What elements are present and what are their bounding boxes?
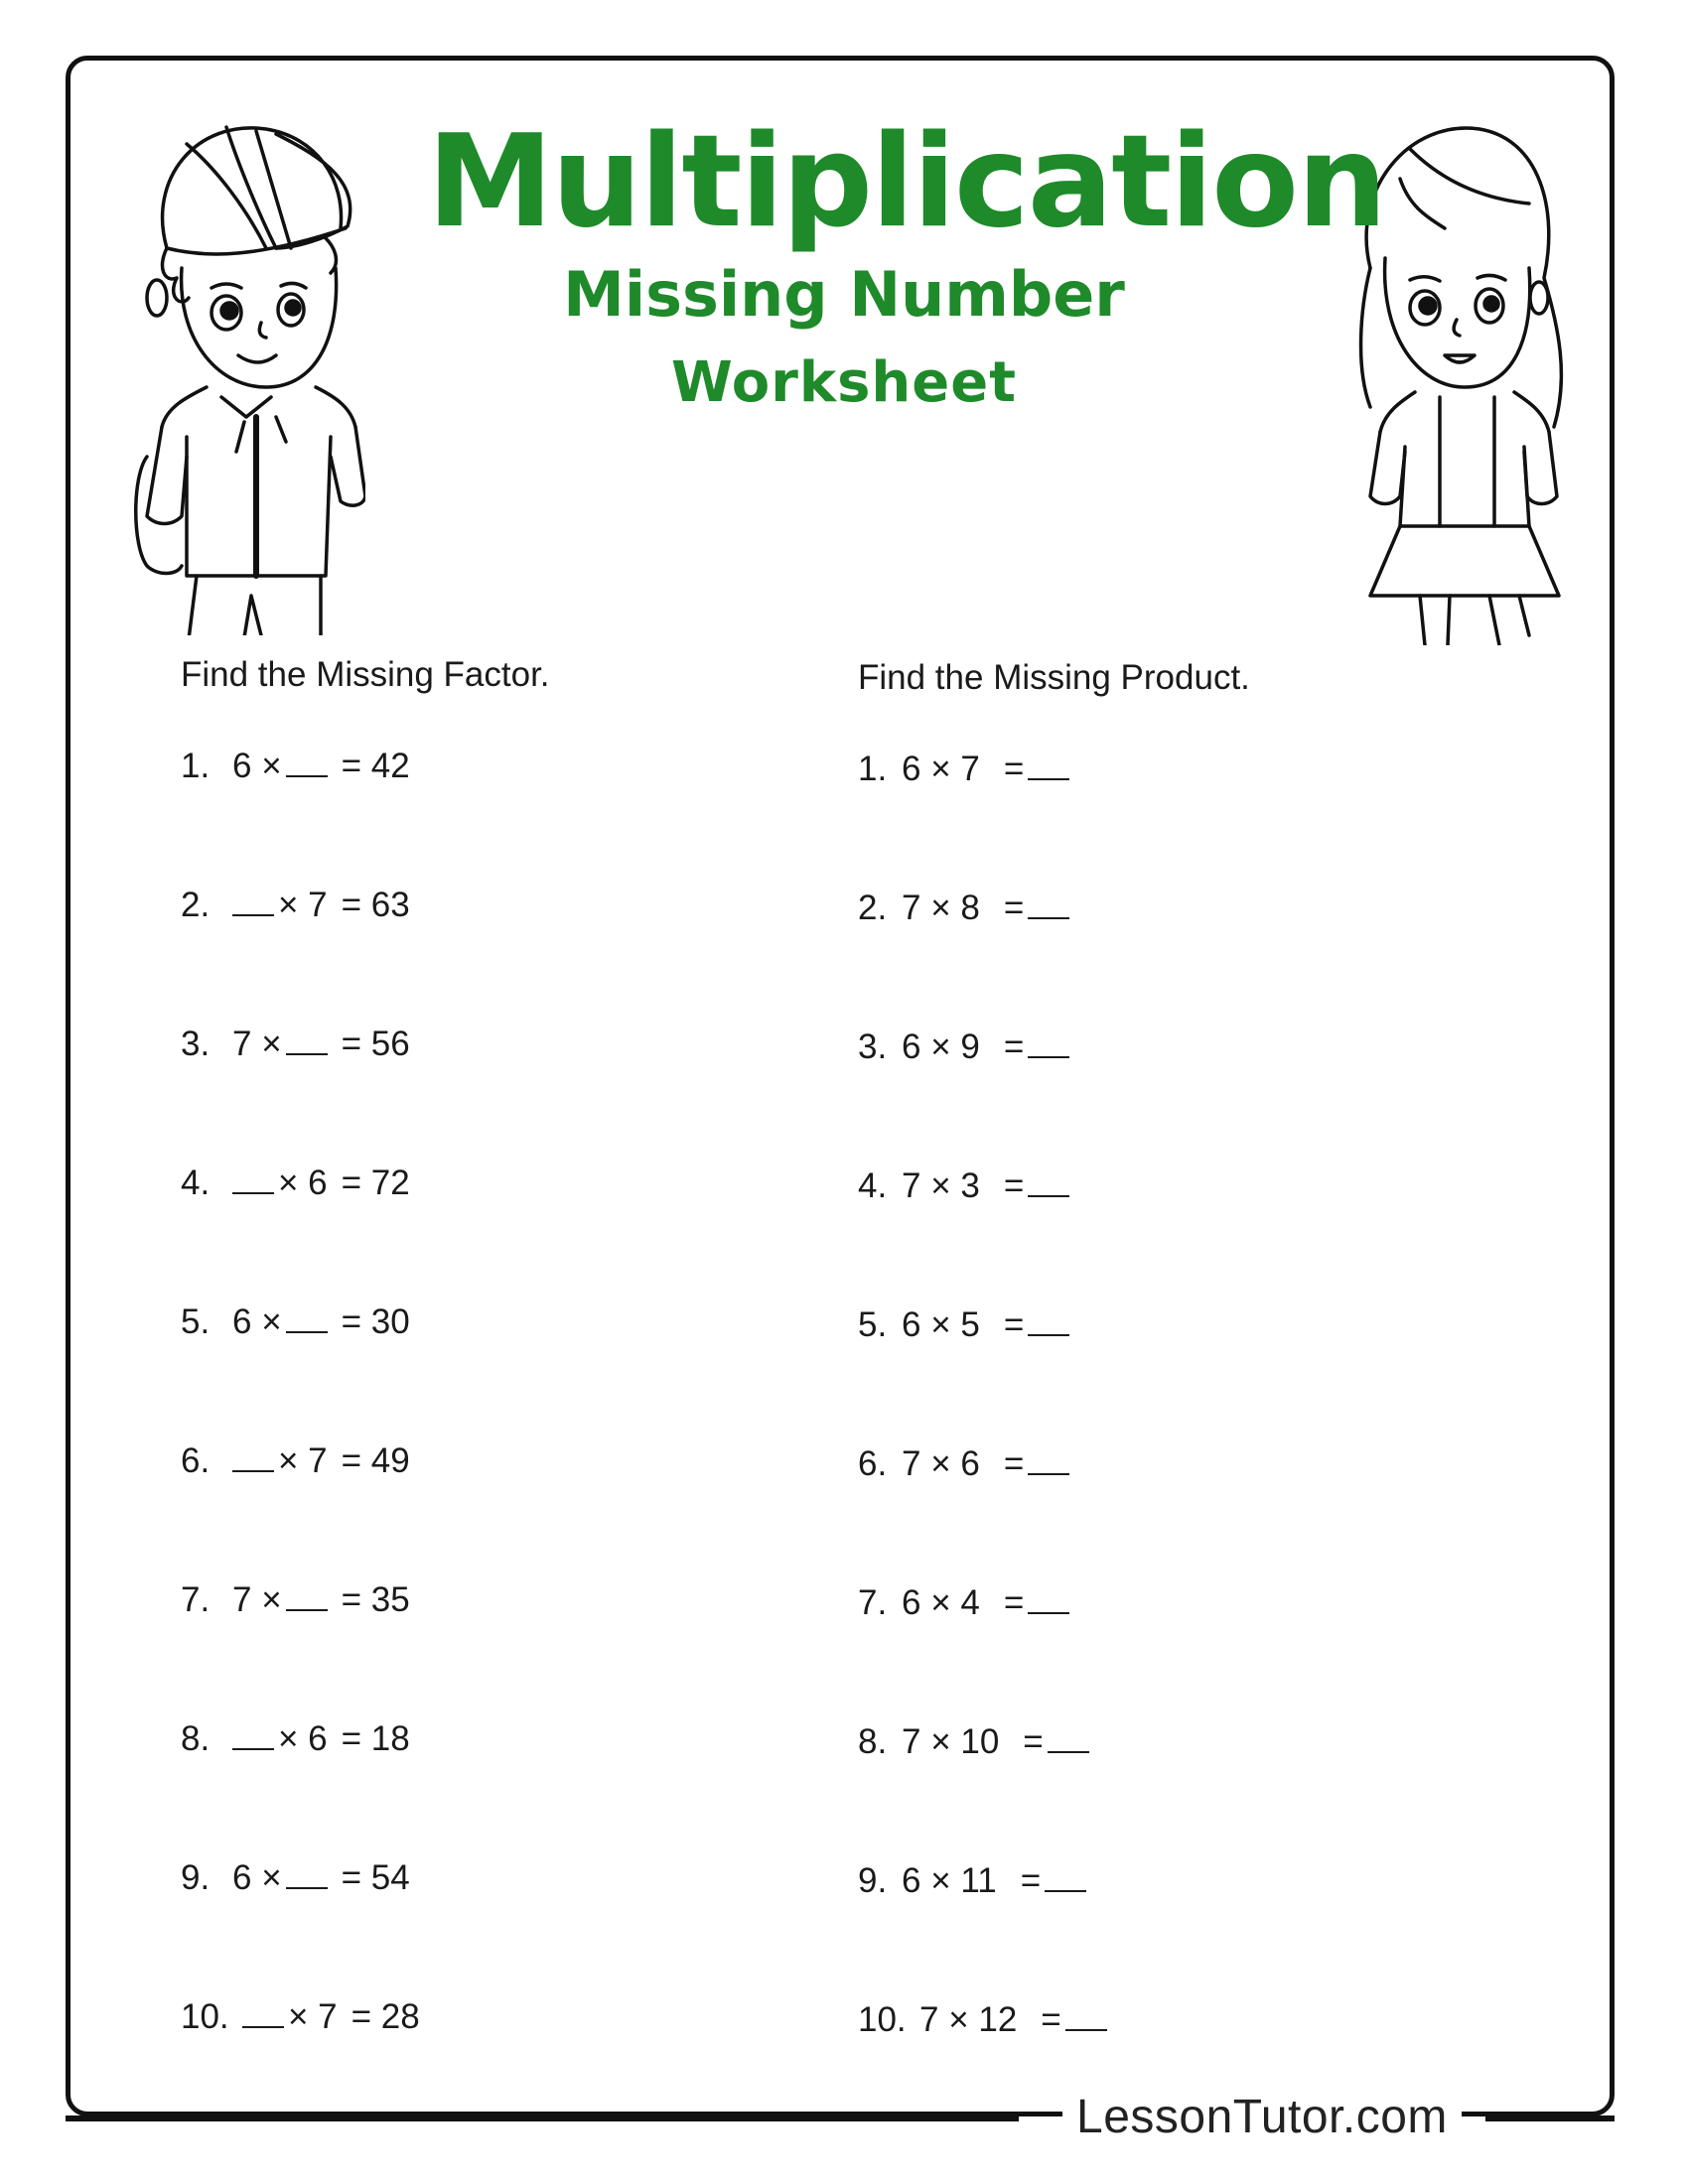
problem-number: 6. (858, 1444, 888, 1483)
footer-brand: LessonTutor.com (1062, 2090, 1462, 2144)
factors: 6 × 7 (902, 750, 980, 788)
answer-blank[interactable] (1028, 1310, 1069, 1336)
product-problem (858, 1861, 1086, 1901)
factor-problem (181, 1302, 410, 1342)
equals-sign: = (1003, 1166, 1025, 1205)
given-factor: 7 × (232, 1580, 282, 1619)
problem-number: 2. (858, 888, 888, 927)
problem-number: 9. (181, 1858, 211, 1897)
answer-blank[interactable] (1028, 1449, 1069, 1475)
answer-blank[interactable] (232, 1168, 274, 1194)
product-problem (858, 2000, 1107, 2040)
factors: 7 × 3 (902, 1166, 980, 1205)
factor-problem (181, 1858, 410, 1898)
footer-rule-left (66, 2116, 1019, 2121)
footer-rule-right (1485, 2116, 1615, 2121)
factor-problem (181, 1997, 420, 2037)
worksheet-title (427, 108, 1386, 415)
given-factor: × 6 (278, 1719, 328, 1758)
equals-sign: = (1003, 1027, 1025, 1066)
problem-number: 6. (181, 1441, 211, 1480)
answer-blank[interactable] (286, 1029, 328, 1055)
problem-number: 8. (858, 1722, 888, 1761)
problem-number: 10. (858, 2000, 907, 2039)
title-subtitle: Missing Number (563, 258, 1125, 331)
problem-number: 8. (181, 1719, 211, 1758)
answer-blank[interactable] (232, 1724, 274, 1750)
answer-blank[interactable] (1045, 1866, 1086, 1892)
factor-problem (181, 1163, 410, 1203)
factor-problem (181, 1024, 410, 1064)
factor-problem (181, 1580, 410, 1620)
factor-problem (181, 1441, 410, 1481)
answer-blank[interactable] (232, 1446, 274, 1472)
answer-blank[interactable] (1065, 2005, 1107, 2031)
problem-number: 5. (858, 1305, 888, 1344)
product: = 30 (341, 1302, 410, 1341)
problem-number: 1. (858, 750, 888, 788)
answer-blank[interactable] (286, 1585, 328, 1611)
factors: 6 × 9 (902, 1027, 980, 1066)
factors: 6 × 11 (902, 1861, 997, 1900)
answer-blank[interactable] (1048, 1727, 1089, 1753)
product-problem (858, 1166, 1069, 1206)
product-problem (858, 1027, 1069, 1067)
product: = 35 (341, 1580, 410, 1619)
answer-blank[interactable] (286, 1307, 328, 1333)
missing-factor-heading: Find the Missing Factor. (181, 655, 550, 694)
answer-blank[interactable] (1028, 1588, 1069, 1614)
equals-sign: = (1041, 2000, 1061, 2039)
given-factor: × 7 (288, 1997, 338, 2036)
product: = 42 (341, 747, 410, 785)
problem-number: 4. (181, 1163, 211, 1202)
boy-with-backpack-icon (127, 99, 365, 635)
given-factor: × 7 (278, 1441, 328, 1480)
equals-sign: = (1003, 750, 1025, 788)
factors: 7 × 12 (919, 2000, 1018, 2039)
answer-blank[interactable] (286, 1863, 328, 1889)
factor-problem (181, 886, 410, 925)
answer-blank[interactable] (286, 751, 328, 777)
given-factor: 7 × (232, 1024, 282, 1063)
answer-blank[interactable] (242, 2002, 284, 2028)
given-factor: × 6 (278, 1163, 328, 1202)
factor-problem (181, 747, 410, 786)
product: = 54 (341, 1858, 410, 1897)
missing-product-heading: Find the Missing Product. (858, 658, 1250, 697)
answer-blank[interactable] (1028, 754, 1069, 780)
equals-sign: = (1003, 1444, 1025, 1483)
given-factor: × 7 (278, 886, 328, 924)
answer-blank[interactable] (232, 890, 274, 916)
equals-sign: = (1023, 1722, 1044, 1761)
product: = 28 (351, 1997, 420, 2036)
equals-sign: = (1003, 1305, 1025, 1344)
product: = 49 (341, 1441, 410, 1480)
factors: 6 × 5 (902, 1305, 980, 1344)
product-problem (858, 750, 1069, 789)
answer-blank[interactable] (1028, 1032, 1069, 1058)
product-problem (858, 1444, 1069, 1484)
given-factor: 6 × (232, 747, 282, 785)
factor-problem (181, 1719, 410, 1759)
factors: 7 × 8 (902, 888, 980, 927)
product: = 72 (341, 1163, 410, 1202)
equals-sign: = (1020, 1861, 1042, 1900)
problem-number: 4. (858, 1166, 888, 1205)
problem-number: 10. (181, 1997, 229, 2036)
factors: 7 × 10 (902, 1722, 1000, 1761)
equals-sign: = (1003, 888, 1025, 927)
product-problem (858, 1722, 1089, 1762)
title-worksheet: Worksheet (670, 350, 1018, 415)
problem-number: 2. (181, 886, 211, 924)
problem-number: 3. (858, 1027, 888, 1066)
problem-number: 5. (181, 1302, 211, 1341)
equals-sign: = (1003, 1583, 1025, 1622)
problem-number: 9. (858, 1861, 888, 1900)
product: = 56 (341, 1024, 410, 1063)
product: = 63 (341, 886, 410, 924)
factors: 6 × 4 (902, 1583, 980, 1622)
problem-number: 7. (858, 1583, 888, 1622)
answer-blank[interactable] (1028, 1171, 1069, 1197)
product-problem (858, 1305, 1069, 1345)
title-main: Multiplication (427, 108, 1386, 256)
problem-number: 1. (181, 747, 211, 785)
product-problem (858, 1583, 1069, 1623)
factors: 7 × 6 (902, 1444, 980, 1483)
given-factor: 6 × (232, 1858, 282, 1897)
product-problem (858, 888, 1069, 928)
problem-number: 7. (181, 1580, 211, 1619)
answer-blank[interactable] (1028, 893, 1069, 919)
problem-number: 3. (181, 1024, 211, 1063)
product: = 18 (341, 1719, 410, 1758)
given-factor: 6 × (232, 1302, 282, 1341)
